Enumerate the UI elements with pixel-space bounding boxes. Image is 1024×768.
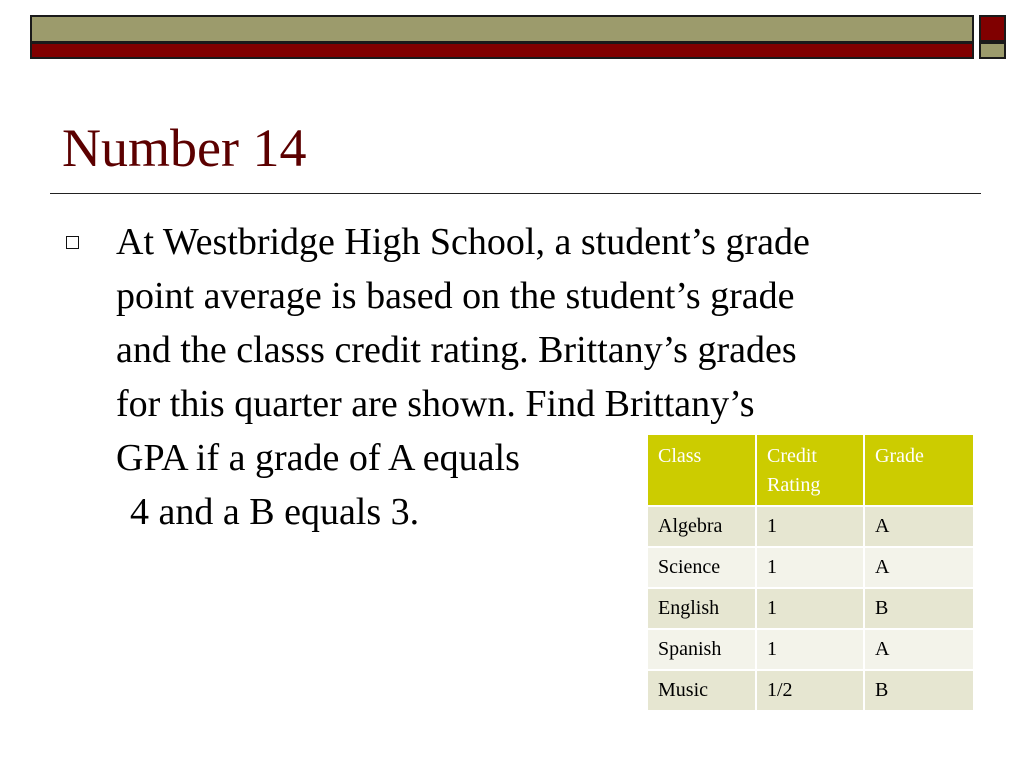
cell-class: Algebra — [648, 506, 756, 547]
cell-grade: A — [864, 629, 973, 670]
cell-credit-rating: 1 — [756, 629, 864, 670]
title-divider — [50, 193, 981, 194]
table-row — [648, 629, 973, 670]
cell-grade: B — [864, 588, 973, 629]
body-line: At Westbridge High School, a student’s grade — [116, 221, 810, 263]
slide-title: Number 14 — [62, 118, 307, 178]
cell-class: Music — [648, 670, 756, 711]
cell-class: Spanish — [648, 629, 756, 670]
cell-credit-rating: 1 — [756, 506, 864, 547]
header-class: Class — [648, 435, 756, 506]
body-line: and the classs credit rating. Brittany’s grades — [116, 329, 797, 371]
cell-credit-rating: 1/2 — [756, 670, 864, 711]
body-line: GPA if a grade of A equals — [116, 437, 520, 479]
cell-class: English — [648, 588, 756, 629]
table-header-row — [648, 435, 973, 506]
table-row — [648, 670, 973, 711]
cell-grade: B — [864, 670, 973, 711]
cell-grade: A — [864, 547, 973, 588]
corner-square-olive — [979, 42, 1006, 59]
cell-credit-rating: 1 — [756, 588, 864, 629]
header-credit-rating: Credit Rating — [756, 435, 864, 506]
cell-class: Science — [648, 547, 756, 588]
body-line: point average is based on the student’s grade — [116, 275, 795, 317]
corner-square-maroon — [979, 15, 1006, 42]
header-band-maroon — [30, 42, 974, 59]
header-grade: Grade — [864, 435, 973, 506]
cell-grade: A — [864, 506, 973, 547]
body-line: for this quarter are shown. Find Brittany’s — [116, 383, 755, 425]
body-line: 4 and a B equals 3. — [130, 491, 420, 533]
grades-table — [648, 435, 973, 712]
table-row — [648, 547, 973, 588]
header-band-olive — [30, 15, 974, 43]
table-row — [648, 588, 973, 629]
cell-credit-rating: 1 — [756, 547, 864, 588]
table-row — [648, 506, 973, 547]
hollow-square-bullet-icon — [66, 236, 79, 249]
